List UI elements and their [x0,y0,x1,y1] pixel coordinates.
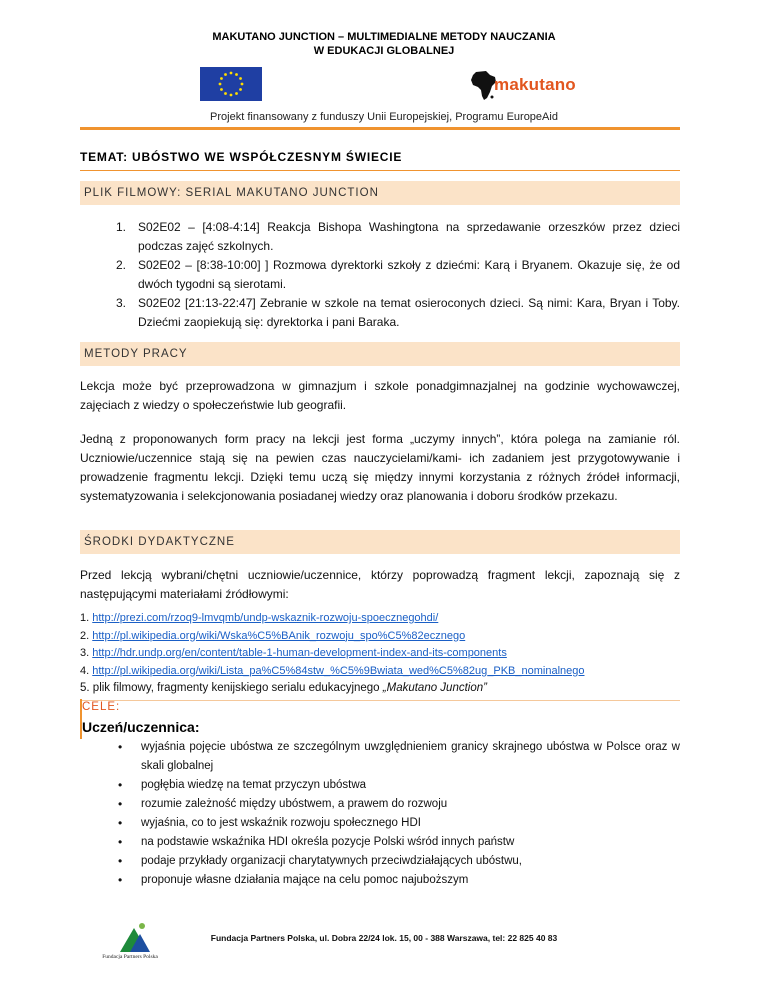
series-title: „Makutano Junction” [382,682,487,694]
methods-paragraph-2: Jedną z proponowanych form pracy na lekcji jest forma „uczymy innych”, która polega na zamianie ról. Uczniowie/uczennice stają się na pewien czas nauczycielami/kami- ich zadaniem jest przygotowywanie i prowadzenie fragmentu lekcji. Dzięki temu uczą się między innymi korzystania z różnych źródeł informacji, systematyzowania i selekcjonowania posiadanej wiedzy oraz planowania i doboru środków przekazu. [80,432,680,503]
topic-heading: TEMAT: UBÓSTWO WE WSPÓŁCZESNYM ŚWIECIE [80,150,680,171]
eu-star-icon [239,88,242,91]
eu-star-icon [241,83,244,86]
eu-star-icon [224,92,227,95]
list-item [80,795,680,814]
resource-link-undp-table[interactable]: http://hdr.undp.org/en/content/table-1-human-development-index-and-its-components [92,647,507,659]
list-item-text: na podstawie wskaźnika HDI określa pozycje Polski wśród innych państw [141,836,515,848]
list-item [80,663,680,681]
eu-star-icon [224,73,227,76]
list-item [80,871,680,890]
list-item [80,833,680,852]
document-header [0,30,768,58]
eu-star-icon [220,77,223,80]
goals-heading: CELE: [82,701,121,713]
resources-intro: Przed lekcją wybrani/chętni uczniowie/uczennice, którzy poprowadzą fragment lekcji, zapoznają się z następującymi materiałami źródłowymi: [80,568,680,601]
list-number: 3. [80,647,90,659]
resource-links [80,610,680,698]
resources-section-heading: ŚRODKI DYDAKTYCZNE [80,530,680,554]
list-item-text: pogłębia wiedzę na temat przyczyn ubóstwa [141,779,367,791]
eu-star-icon [235,73,238,76]
footer-address: Fundacja Partners Polska, ul. Dobra 22/24 lok. 15, 00 - 388 Warszawa, tel: 22 825 40 83 [210,933,558,943]
makutano-logo-text: makutano [494,75,576,94]
list-item [80,645,680,663]
list-item [80,776,680,795]
eu-star-icon [220,88,223,91]
goals-list [80,738,680,890]
list-item [80,610,680,628]
list-item [80,218,680,256]
list-item [80,256,680,294]
header-title-line1: MAKUTANO JUNCTION – MULTIMEDIALNE METODY NAUCZANIA [212,31,556,43]
list-item [80,852,680,871]
list-item-text: wyjaśnia, co to jest wskaźnik rozwoju społecznego HDI [141,817,421,829]
list-item-text: S02E02 – [8:38-10:00] ] Rozmowa dyrektorki szkoły z dziećmi: Karą i Bryanem. Okazuje się, że od dwóch tygodni są sierotami. [138,258,680,291]
list-item-text: S02E02 [21:13-22:47] Zebranie w szkole na temat osieroconych dzieci. Są nimi: Kara, Bryan i Toby. Dziećmi zaopiekują się: dyrektorka i pani Baraka. [138,296,680,329]
film-section-heading: PLIK FILMOWY: SERIAL MAKUTANO JUNCTION [80,181,680,205]
list-item-text: wyjaśnia pojęcie ubóstwa ze szczególnym uwzględnieniem granicy skrajnego ubóstwa w Polsce oraz w skali globalnej [141,741,680,772]
list-number: 1. [116,220,127,234]
list-item [80,680,680,698]
list-number: 4. [80,664,90,677]
film-list [80,218,680,332]
eu-star-icon [239,77,242,80]
makutano-logo [470,70,580,102]
list-number: 1. [80,612,90,624]
list-number: 2. [80,629,90,642]
eu-flag-icon [200,67,262,101]
list-item [80,814,680,833]
methods-section-heading: METODY PRACY [80,342,680,366]
header-title-line2: W EDUKACJI GLOBALNEJ [313,45,455,57]
eu-star-icon [219,83,222,86]
list-item-text: proponuje własne działania mające na celu pomoc najuboższym [141,874,469,886]
list-item-text: S02E02 – [4:08-4:14] Reakcja Bishopa Washingtona na sprzedawanie orzeszków przez dzieci podczas zajęć szkolnych. [138,220,680,253]
list-item [80,294,680,332]
header-divider [80,127,680,130]
list-item [80,628,680,646]
resource-link-prezi[interactable]: http://prezi.com/rzoq9-lmvqmb/undp-wskaznik-rozwoju-spoecznegohdi/ [92,612,439,624]
partners-polska-caption: Fundacja Partners Polska [102,954,158,960]
eu-star-icon [230,72,233,75]
partners-polska-logo [90,920,170,968]
list-item [80,738,680,776]
funding-note: Projekt finansowany z funduszy Unii Europejskiej, Programu EuropeAid [210,111,558,123]
goals-divider [82,700,680,701]
resource-link-wikipedia-hdi[interactable]: http://pl.wikipedia.org/wiki/Wska%C5%BAnik_rozwoju_spo%C5%82ecznego [92,629,466,642]
resource-link-wikipedia-gdp[interactable]: http://pl.wikipedia.org/wiki/Lista_pa%C5%84stw_%C5%9Bwiata_wed%C5%82ug_PKB_nominalnego [92,664,585,677]
list-item-text: plik filmowy, fragmenty kenijskiego serialu edukacyjnego [92,682,380,694]
goals-subject: Uczeń/uczennica: [82,719,200,735]
eu-star-icon [235,92,238,95]
list-item-text: podaje przykłady organizacji charytatywnych przeciwdziałających ubóstwu, [141,855,522,867]
methods-paragraph-1: Lekcja może być przeprowadzona w gimnazjum i szkole ponadgimnazjalnej na godzinie wychowawczej, zajęciach z wiedzy o społeczeństwie lub geografii. [80,379,680,412]
list-number: 2. [116,258,127,272]
list-number: 5. [80,682,90,694]
list-item-text: rozumie zależność między ubóstwem, a prawem do rozwoju [141,798,448,810]
list-number: 3. [116,296,127,310]
eu-star-icon [230,94,233,97]
